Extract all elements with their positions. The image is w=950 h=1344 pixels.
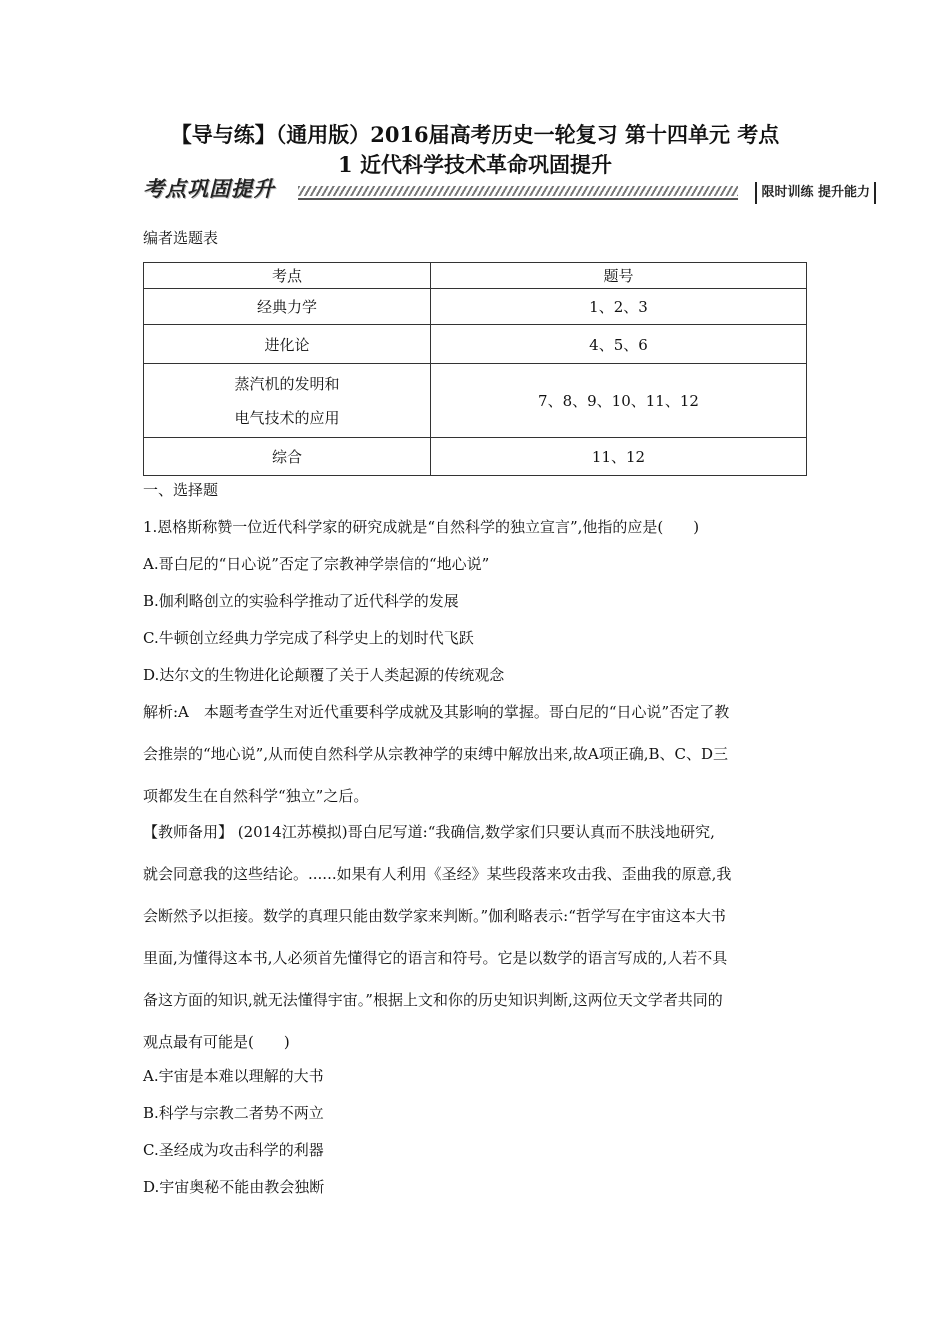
table-caption: 编者选题表 xyxy=(143,229,219,247)
question-1-option-b: B.伽利略创立的实验科学推动了近代科学的发展 xyxy=(143,592,459,610)
table-row xyxy=(144,325,807,364)
question-2-stem-line-3: 会断然予以拒接。数学的真理只能由数学家来判断。”伽利略表示:“哲学写在宇宙这本大书 xyxy=(143,907,726,925)
table-cell-topic xyxy=(144,364,431,438)
question-1-analysis-line-3: 项都发生在自然科学“独立”之后。 xyxy=(143,787,369,805)
question-1-analysis-line-1: 解析:A 本题考查学生对近代重要科学成就及其影响的掌握。哥白尼的“日心说”否定了教 xyxy=(143,703,730,721)
table-cell-numbers: 1、2、3 xyxy=(431,289,807,325)
table-header-row xyxy=(144,263,807,289)
table-cell-numbers: 7、8、9、10、11、12 xyxy=(431,364,807,438)
banner-tag: 限时训练 提升能力 xyxy=(755,182,876,204)
banner-label: 考点巩固提升 xyxy=(143,177,275,201)
banner-hatch-decoration xyxy=(298,186,738,196)
question-2-stem-line-1: 【教师备用】 (2014江苏模拟)哥白尼写道:“我确信,数学家们只要认真而不肤浅地研究, xyxy=(143,823,715,841)
question-2-stem-line-6: 观点最有可能是( ) xyxy=(143,1033,290,1051)
topic-table xyxy=(143,262,807,476)
table-cell-numbers: 4、5、6 xyxy=(431,325,807,364)
table-row xyxy=(144,289,807,325)
section-heading: 一、选择题 xyxy=(143,481,219,499)
section-banner xyxy=(143,174,876,206)
table-row xyxy=(144,438,807,476)
table-cell-topic: 经典力学 xyxy=(144,289,431,325)
table-cell-topic-line-1: 蒸汽机的发明和 xyxy=(234,374,340,393)
question-1-option-d: D.达尔文的生物进化论颠覆了关于人类起源的传统观念 xyxy=(143,666,505,684)
table-cell-topic-line-2: 电气技术的应用 xyxy=(234,408,340,427)
question-2-stem-line-5: 备这方面的知识,就无法懂得宇宙。”根据上文和你的历史知识判断,这两位天文学者共同的 xyxy=(143,991,723,1009)
table-cell-topic: 综合 xyxy=(144,438,431,476)
table-cell-numbers: 11、12 xyxy=(431,438,807,476)
title-line-2: 1 近代科学技术革命巩固提升 xyxy=(338,152,612,177)
question-2-option-c: C.圣经成为攻击科学的利器 xyxy=(143,1141,324,1159)
question-2-stem-line-2: 就会同意我的这些结论。......如果有人利用《圣经》某些段落来攻击我、歪曲我的原意,我 xyxy=(143,865,732,883)
table-header-numbers: 题号 xyxy=(431,263,807,289)
table-row xyxy=(144,364,807,438)
table-cell-topic: 进化论 xyxy=(144,325,431,364)
question-2-stem-line-4: 里面,为懂得这本书,人必须首先懂得它的语言和符号。它是以数学的语言写成的,人若不具 xyxy=(143,949,728,967)
question-1-stem: 1.恩格斯称赞一位近代科学家的研究成就是“自然科学的独立宣言”,他指的应是( ) xyxy=(143,518,700,536)
title-line-1: 【导与练】（通用版）2016届高考历史一轮复习 第十四单元 考点 xyxy=(170,122,780,147)
question-1-analysis-line-2: 会推崇的“地心说”,从而使自然科学从宗教神学的束缚中解放出来,故A项正确,B、C、D三 xyxy=(143,745,729,763)
question-1-option-a: A.哥白尼的“日心说”否定了宗教神学崇信的“地心说” xyxy=(143,555,490,573)
banner-divider xyxy=(298,198,738,200)
table-header-topic: 考点 xyxy=(144,263,431,289)
question-2-option-d: D.宇宙奥秘不能由教会独断 xyxy=(143,1178,325,1196)
document-title xyxy=(120,120,830,180)
question-1-option-c: C.牛顿创立经典力学完成了科学史上的划时代飞跃 xyxy=(143,629,474,647)
question-2-option-b: B.科学与宗教二者势不两立 xyxy=(143,1104,324,1122)
question-2-option-a: A.宇宙是本难以理解的大书 xyxy=(143,1067,324,1085)
